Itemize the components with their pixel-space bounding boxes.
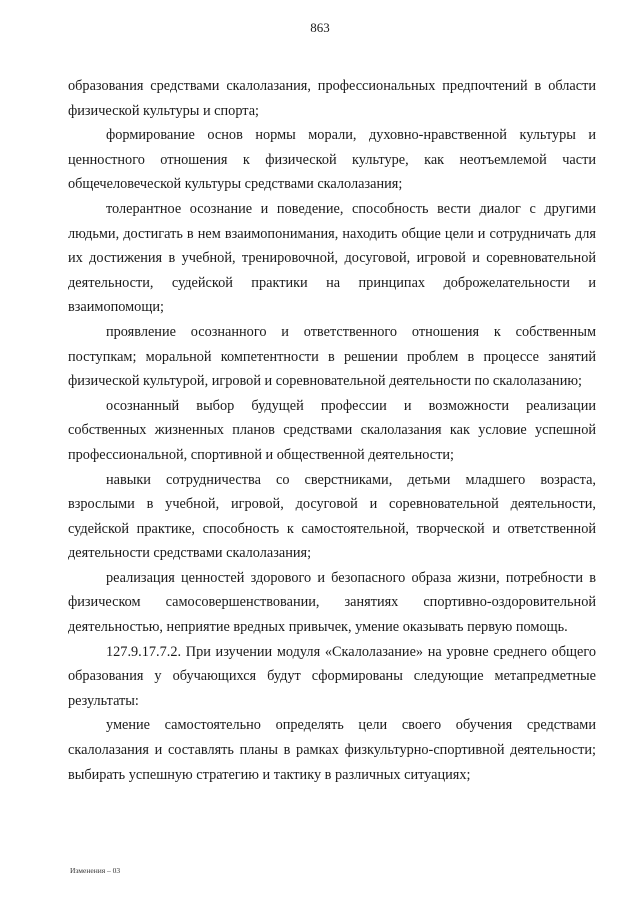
paragraph-1: образования средствами скалолазания, профессиональных предпочтений в области физической культуры и спорта; xyxy=(68,78,596,119)
paragraph-4: проявление осознанного и ответственного отношения к собственным поступкам; моральной компетентности в решении проблем в процессе занятий физической культурой, игровой и соревновательной деятельности по скалолазанию; xyxy=(68,323,596,390)
paragraph-7: реализация ценностей здорового и безопасного образа жизни, потребности в физическом самосовершенствовании, занятиях спортивно-оздоровительной деятельностью, неприятие вредных привычек, умение оказывать первую помощь. xyxy=(68,569,596,636)
footer-revision: Изменения – 03 xyxy=(70,866,121,875)
paragraph-5: осознанный выбор будущей профессии и возможности реализации собственных жизненных планов средствами скалолазания как условие успешной профессиональной, спортивной и общественной деятельности; xyxy=(68,397,596,463)
page-number: 863 xyxy=(310,20,330,35)
paragraph-9: умение самостоятельно определять цели своего обучения средствами скалолазания и составлять планы в рамках физкультурно-спортивной деятельности; выбирать успешную стратегию и тактику в различных ситуациях; xyxy=(68,717,596,783)
paragraph-2: формирование основ нормы морали, духовно-нравственной культуры и ценностного отношения к физической культуре, как неотъемлемой части общечеловеческой культуры средствами скалолазания; xyxy=(68,127,596,193)
document-body xyxy=(68,74,596,787)
paragraph-6: навыки сотрудничества со сверстниками, детьми младшего возраста, взрослыми в учебной, игровой, досуговой и соревновательной деятельности, судейской практике, способность к самостоятельной, творческой и ответственной деятельности средствами скалолазания; xyxy=(68,471,596,562)
paragraph-3: толерантное осознание и поведение, способность вести диалог с другими людьми, достигать в нем взаимопонимания, находить общие цели и сотрудничать для их достижения в учебной, тренировочной, досуговой, игровой и соревновательной деятельности, судейской практики на принципах доброжелательности и взаимопомощи; xyxy=(68,200,596,316)
paragraph-8: 127.9.17.7.2. При изучении модуля «Скалолазание» на уровне среднего общего образования у обучающихся будут сформированы следующие метапредметные результаты: xyxy=(68,643,596,709)
